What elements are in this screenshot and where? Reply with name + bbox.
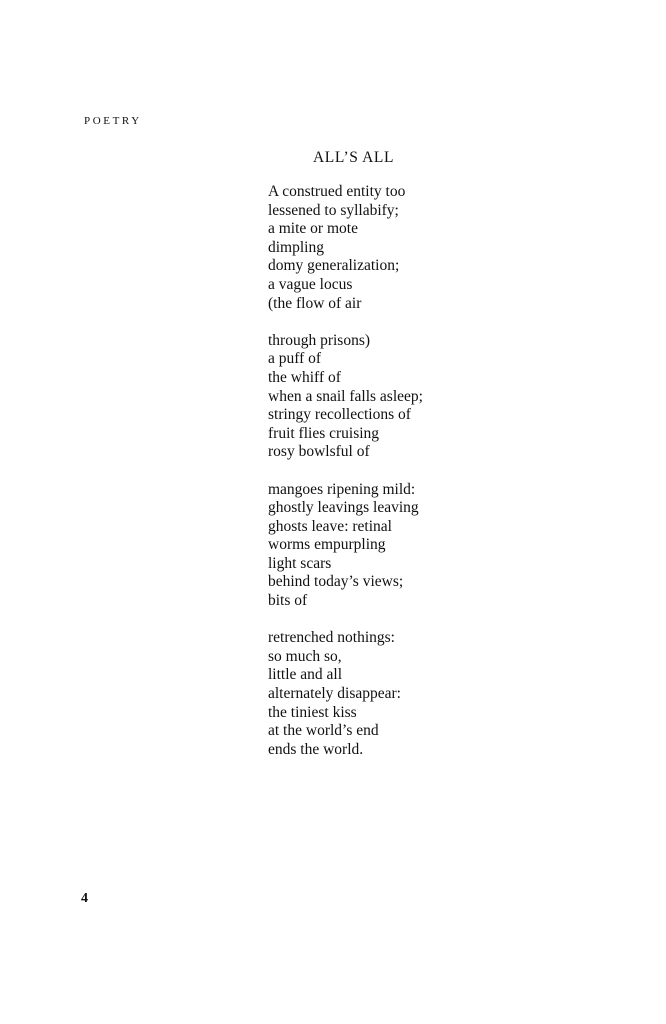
poem-line: little and all: [268, 666, 343, 684]
poem-line: behind today’s views;: [268, 573, 404, 591]
poem-line: a vague locus: [268, 275, 353, 293]
poem-line: ghosts leave: retinal: [268, 517, 392, 535]
page-number: 4: [81, 891, 88, 906]
poem-line: ghostly leavings leaving: [268, 499, 419, 517]
poem-line: fruit flies cruising: [268, 424, 380, 442]
poem-body: [268, 183, 648, 759]
poem-line: at the world’s end: [268, 722, 379, 740]
stanza-2: [268, 332, 648, 462]
poem-line: the whiff of: [268, 368, 341, 386]
poem-line: a mite or mote: [268, 220, 358, 238]
poem-line: the tiniest kiss: [268, 703, 357, 721]
poem-line: lessened to syllabify;: [268, 201, 399, 219]
poem-line: when a snail falls asleep;: [268, 387, 423, 405]
poem-line: stringy recollections of: [268, 406, 411, 424]
poem-line: mangoes ripening mild:: [268, 480, 416, 498]
poem-line: light scars: [268, 554, 332, 572]
poem-line: (the flow of air: [268, 294, 362, 312]
poem-line: worms empurpling: [268, 536, 386, 554]
stanza-3: [268, 481, 648, 611]
running-head: POETRY: [84, 115, 142, 127]
poem-line: A construed entity too: [268, 183, 406, 200]
poem-line: so much so,: [268, 647, 342, 665]
poem-line: a puff of: [268, 350, 322, 368]
poem-line: bits of: [268, 592, 308, 610]
poem-line: alternately disappear:: [268, 685, 401, 703]
poem-line: dimpling: [268, 238, 324, 256]
poem-line: retrenched nothings:: [268, 629, 395, 647]
stanza-4: [268, 629, 648, 759]
poem-line: ends the world.: [268, 740, 364, 758]
stanza-1: [268, 183, 648, 313]
poem-line: through prisons): [268, 331, 371, 349]
poem-line: rosy bowlsful of: [268, 443, 370, 461]
poem-line: domy generalization;: [268, 257, 400, 275]
poem-title: ALL’S ALL: [313, 149, 395, 166]
